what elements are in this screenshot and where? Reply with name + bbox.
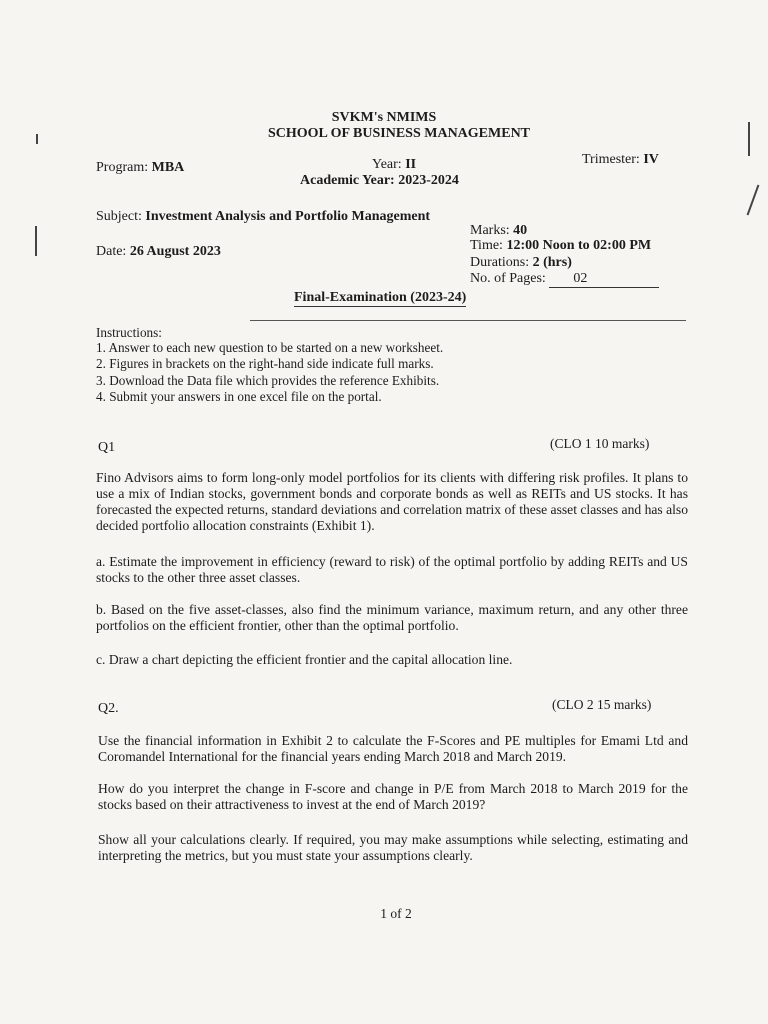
instruction-item: 4. Submit your answers in one excel file on the portal. [96, 389, 382, 404]
date-field [96, 244, 221, 260]
subject-field [96, 209, 430, 225]
scan-mark-left-mid [35, 226, 37, 256]
year-label: Year: [372, 157, 402, 172]
time-field [470, 238, 651, 254]
instruction-item: 1. Answer to each new question to be started on a new worksheet. [96, 340, 444, 355]
pages-field [470, 271, 659, 288]
program-label: Program: [96, 160, 149, 175]
institution-name: SVKM's NMIMS [331, 110, 437, 125]
marks-label: Marks: [470, 223, 510, 238]
q1-intro: Fino Advisors aims to form long-only model portfolios for its clients with differing risk profiles. It plans to use a mix of Indian stocks, government bonds and corporate bonds as well as REITs and US stocks. It has forecasted the expected returns, standard deviations and correlation matrix of these asset classes and has also decided portfolio allocation constraints (Exhibit 1). [96, 470, 688, 533]
academic-year: Academic Year: 2023-2024 [300, 173, 459, 188]
school-name: SCHOOL OF BUSINESS MANAGEMENT [267, 126, 531, 141]
q1-part-c: c. Draw a chart depicting the efficient frontier and the capital allocation line. [96, 652, 513, 667]
page-number: 1 of 2 [380, 906, 412, 921]
pages-value: 02 [549, 271, 659, 288]
pages-label: No. of Pages: [470, 271, 546, 286]
q1-part-b: b. Based on the five asset-classes, also find the minimum variance, maximum return, and any other three portfolios on the efficient frontier, other than the optimal portfolio. [96, 602, 688, 633]
q1-part-a: a. Estimate the improvement in efficiency (reward to risk) of the optimal portfolio by adding REITs and US stocks to the other three asset classes. [96, 554, 688, 585]
subject-label: Subject: [96, 209, 142, 224]
q2-label: Q2. [98, 701, 119, 716]
q1-marks: (CLO 1 10 marks) [550, 436, 650, 451]
year-field [372, 157, 416, 173]
instruction-item: 3. Download the Data file which provides the reference Exhibits. [96, 373, 440, 388]
duration-value: 2 (hrs) [532, 255, 572, 270]
marks-field [470, 223, 527, 239]
subject-value: Investment Analysis and Portfolio Management [145, 209, 431, 224]
header-divider [250, 320, 686, 321]
exam-title [294, 290, 466, 307]
trimester-label: Trimester: [582, 152, 640, 167]
q2-para-1: Use the financial information in Exhibit 2 to calculate the F-Scores and PE multiples for Emami Ltd and Coromandel International for the financial years ending March 2018 and March 2019. [98, 733, 688, 764]
scan-mark-right-slash [747, 185, 760, 216]
q2-para-3: Show all your calculations clearly. If required, you may make assumptions while selecting, estimating and interpreting the metrics, but you must state your assumptions clearly. [98, 832, 688, 863]
time-label: Time: [470, 238, 503, 253]
duration-field [470, 255, 572, 271]
year-value: II [405, 157, 417, 172]
trimester-field [582, 152, 659, 168]
q2-marks: (CLO 2 15 marks) [552, 697, 652, 712]
time-value: 12:00 Noon to 02:00 PM [506, 238, 652, 253]
trimester-value: IV [643, 152, 659, 167]
marks-value: 40 [513, 223, 528, 238]
q1-label: Q1 [98, 440, 116, 455]
q2-para-2: How do you interpret the change in F-score and change in P/E from March 2018 to March 2019 for the stocks based on their attractiveness to invest at the end of March 2019? [98, 781, 688, 812]
program-field [96, 160, 184, 176]
duration-label: Durations: [470, 255, 530, 270]
date-value: 26 August 2023 [129, 244, 221, 259]
program-value: MBA [151, 160, 185, 175]
instructions-heading: Instructions: [96, 325, 162, 340]
instruction-item: 2. Figures in brackets on the right-hand side indicate full marks. [96, 356, 434, 371]
date-label: Date: [96, 244, 127, 259]
exam-title-text: Final-Examination (2023-24) [294, 290, 467, 305]
